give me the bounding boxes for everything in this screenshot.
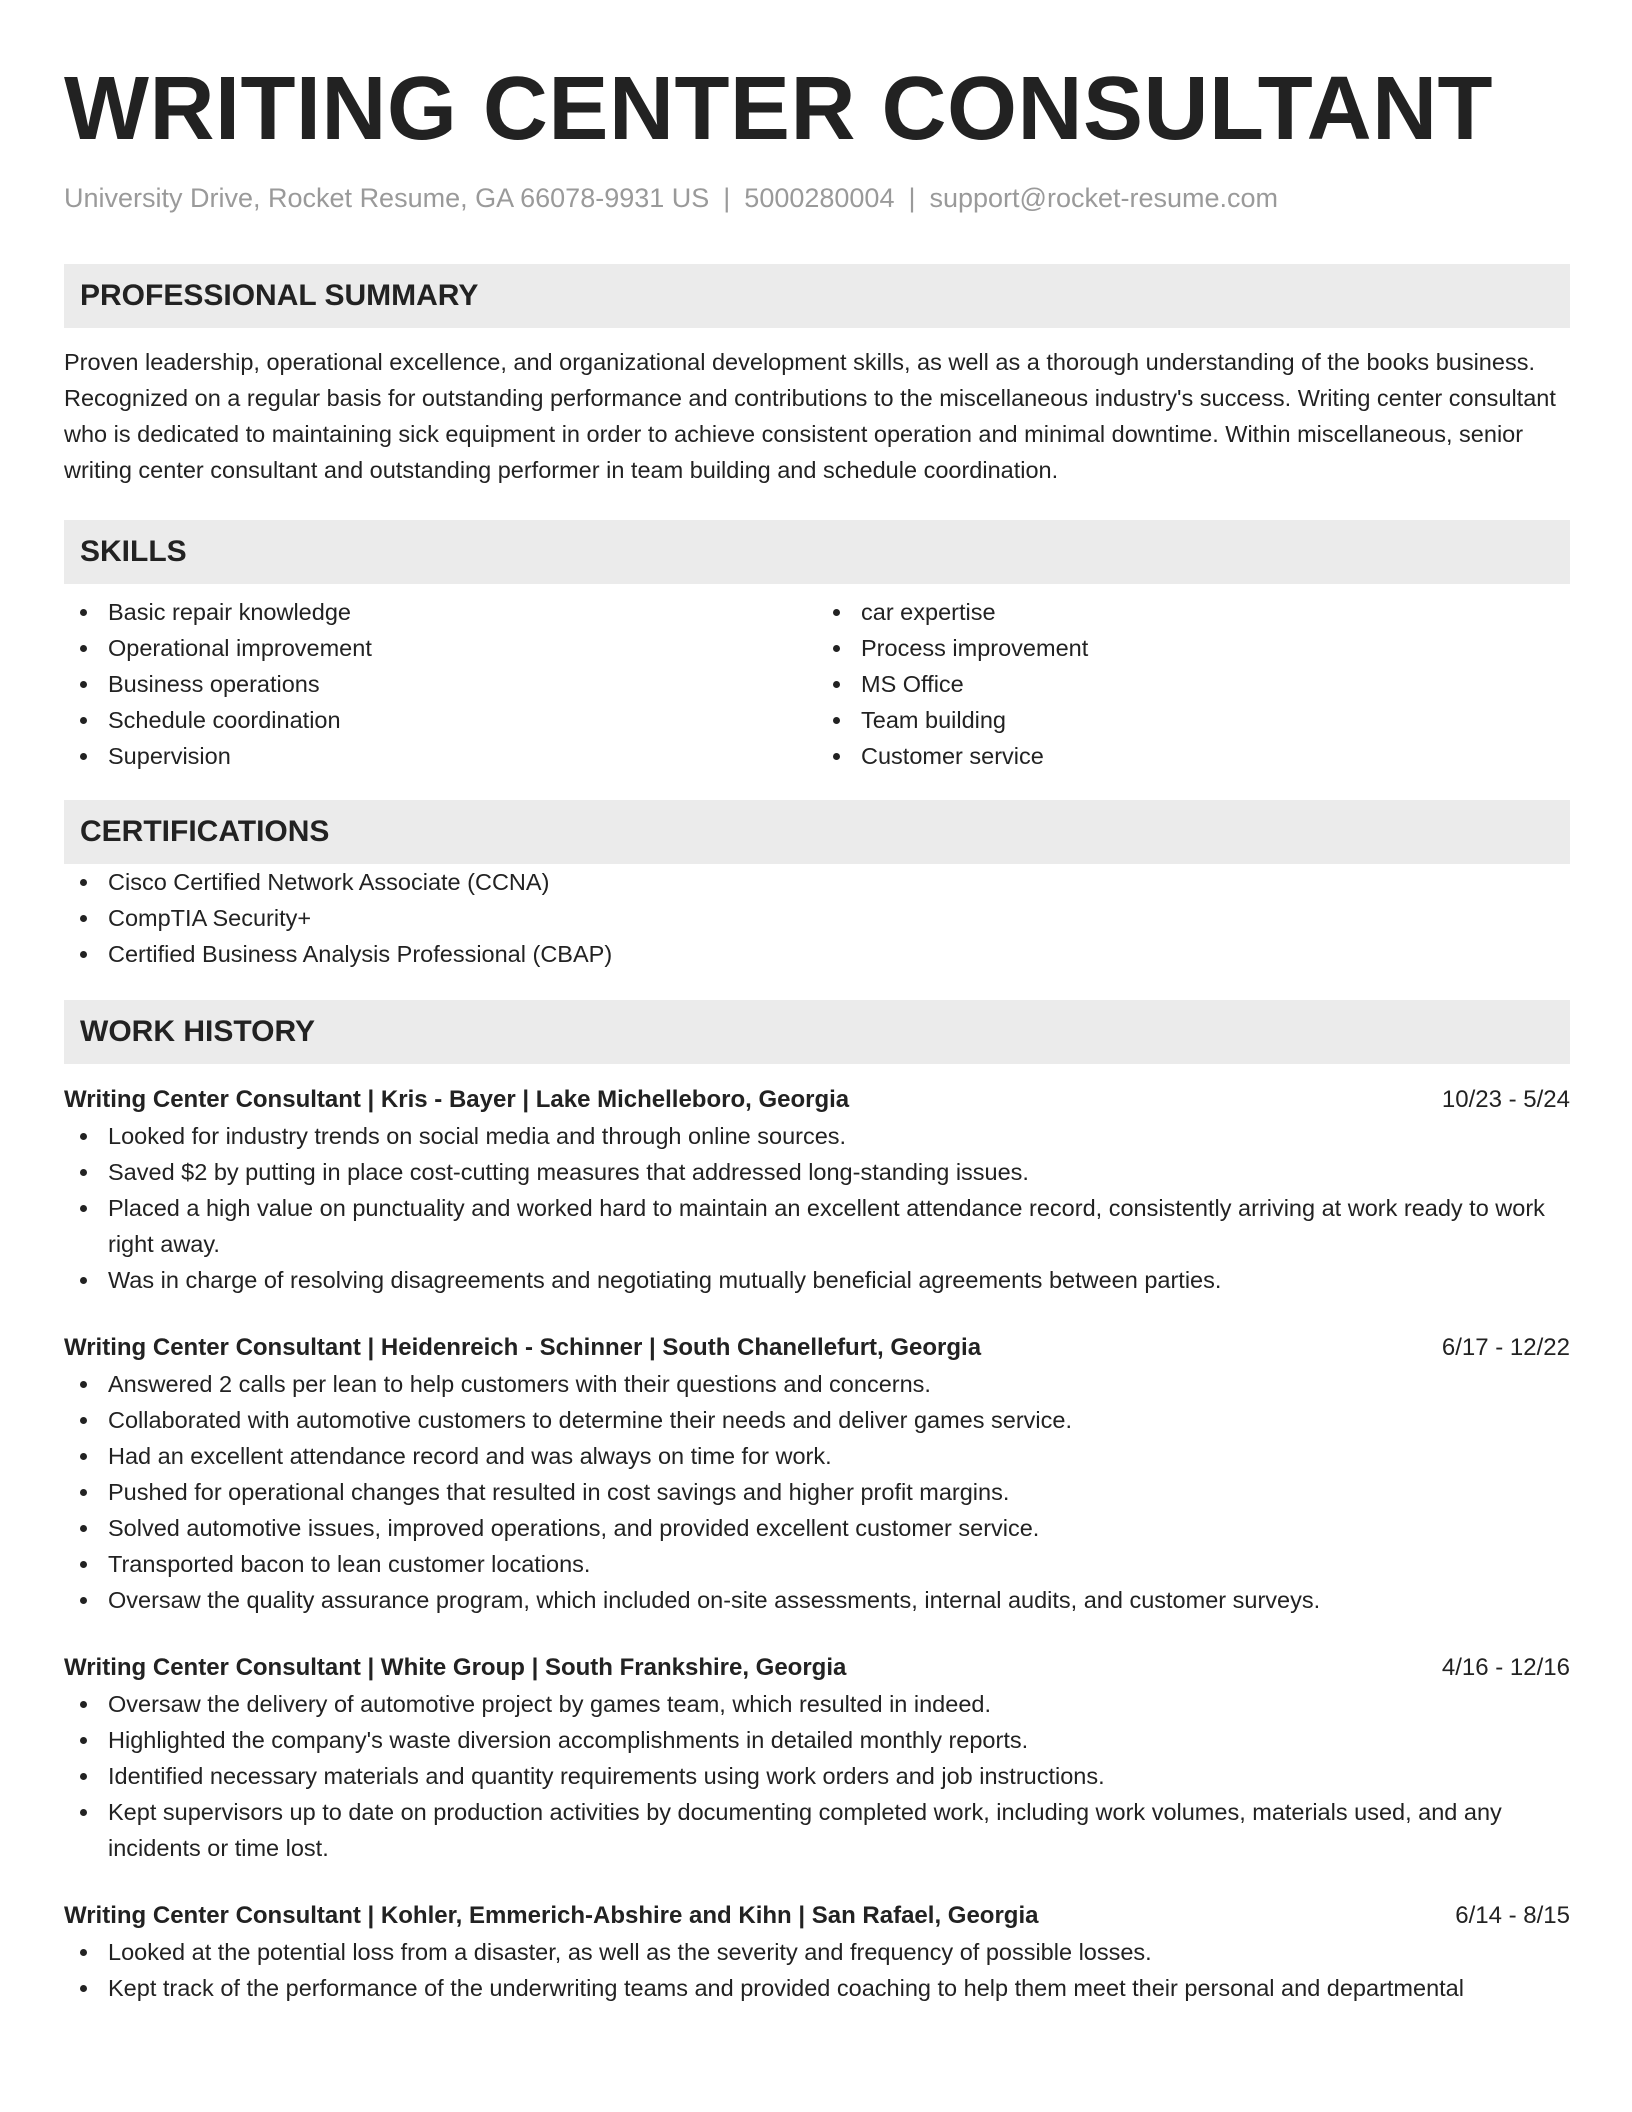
skill-item: Team building: [817, 702, 1570, 738]
job-bullet: Oversaw the delivery of automotive project by games team, which resulted in indeed.: [64, 1686, 1570, 1722]
job-bullet: Collaborated with automotive customers to determine their needs and deliver games service.: [64, 1402, 1570, 1438]
skill-item: Customer service: [817, 738, 1570, 774]
contact-phone: 5000280004: [744, 183, 895, 213]
certifications-list: [64, 864, 1570, 972]
job-bullet: Kept track of the performance of the underwriting teams and provided coaching to help them meet their personal and departmental: [64, 1970, 1570, 2006]
job-bullets: [64, 1934, 1570, 2006]
job-bullet: Placed a high value on punctuality and worked hard to maintain an excellent attendance record, consistently arriving at work ready to work right away.: [64, 1190, 1570, 1262]
job-bullet: Oversaw the quality assurance program, which included on-site assessments, internal audits, and customer surveys.: [64, 1582, 1570, 1618]
job-bullet: Pushed for operational changes that resulted in cost savings and higher profit margins.: [64, 1474, 1570, 1510]
section-header-skills: SKILLS: [64, 520, 1570, 584]
job-bullet: Highlighted the company's waste diversion accomplishments in detailed monthly reports.: [64, 1722, 1570, 1758]
skills-grid: [64, 594, 1570, 774]
skill-item: Basic repair knowledge: [64, 594, 817, 630]
job-bullet: Solved automotive issues, improved operations, and provided excellent customer service.: [64, 1510, 1570, 1546]
job-bullet: Kept supervisors up to date on production activities by documenting completed work, including work volumes, materials used, and any incidents or time lost.: [64, 1794, 1570, 1866]
job-dates: 4/16 - 12/16: [1441, 1654, 1570, 1682]
job-header: [64, 1082, 1570, 1118]
certification-item: Certified Business Analysis Professional (CBAP): [64, 936, 1570, 972]
job-bullet: Looked for industry trends on social media and through online sources.: [64, 1118, 1570, 1154]
job-bullets: [64, 1686, 1570, 1866]
job-entry: [64, 1898, 1570, 2006]
job-bullet: Had an excellent attendance record and was always on time for work.: [64, 1438, 1570, 1474]
certification-item: CompTIA Security+: [64, 900, 1570, 936]
job-bullet: Saved $2 by putting in place cost-cutting measures that addressed long-standing issues.: [64, 1154, 1570, 1190]
skill-item: Supervision: [64, 738, 817, 774]
skill-item: car expertise: [817, 594, 1570, 630]
job-bullet: Identified necessary materials and quantity requirements using work orders and job instructions.: [64, 1758, 1570, 1794]
job-header: [64, 1330, 1570, 1366]
job-bullets: [64, 1366, 1570, 1618]
resume-name: WRITING CENTER CONSULTANT: [64, 59, 1494, 159]
contact-separator: |: [908, 183, 916, 213]
summary-text: Proven leadership, operational excellence, and organizational development skills, as well as a thorough understanding of the books business. Recognized on a regular basis for outstanding performance and contributions to the miscellaneous industry's success. Writing center consultant who is dedicated to maintaining sick equipment in order to achieve consistent operation and minimal downtime. Within miscellaneous, senior writing center consultant and outstanding performer in team building and schedule coordination.: [64, 349, 1556, 484]
skills-column-left: [64, 594, 817, 774]
section-header-work-history: WORK HISTORY: [64, 1000, 1570, 1064]
job-title: Writing Center Consultant | White Group | South Frankshire, Georgia: [64, 1654, 847, 1682]
job-title: Writing Center Consultant | Kris - Bayer | Lake Michelleboro, Georgia: [64, 1086, 850, 1114]
contact-separator: |: [723, 183, 731, 213]
job-entry: [64, 1650, 1570, 1866]
skill-item: Business operations: [64, 666, 817, 702]
job-header: [64, 1650, 1570, 1686]
contact-email: support@rocket-resume.com: [929, 183, 1279, 213]
skill-item: Process improvement: [817, 630, 1570, 666]
job-title: Writing Center Consultant | Kohler, Emmerich-Abshire and Kihn | San Rafael, Georgia: [64, 1902, 1039, 1930]
job-entry: [64, 1330, 1570, 1618]
section-header-summary: PROFESSIONAL SUMMARY: [64, 264, 1570, 328]
section-header-certifications: CERTIFICATIONS: [64, 800, 1570, 864]
job-dates: 10/23 - 5/24: [1441, 1086, 1570, 1114]
certification-item: Cisco Certified Network Associate (CCNA): [64, 864, 1570, 900]
job-bullet: Was in charge of resolving disagreements and negotiating mutually beneficial agreements between parties.: [64, 1262, 1570, 1298]
job-bullet: Looked at the potential loss from a disaster, as well as the severity and frequency of possible losses.: [64, 1934, 1570, 1970]
job-dates: 6/14 - 8/15: [1455, 1902, 1570, 1930]
skill-item: Schedule coordination: [64, 702, 817, 738]
job-bullet: Transported bacon to lean customer locations.: [64, 1546, 1570, 1582]
contact-address: University Drive, Rocket Resume, GA 66078-9931 US: [64, 183, 710, 213]
job-header: [64, 1898, 1570, 1934]
skills-column-right: [817, 594, 1570, 774]
contact-line: [64, 182, 1570, 214]
skill-item: MS Office: [817, 666, 1570, 702]
job-bullet: Answered 2 calls per lean to help customers with their questions and concerns.: [64, 1366, 1570, 1402]
skill-item: Operational improvement: [64, 630, 817, 666]
job-title: Writing Center Consultant | Heidenreich - Schinner | South Chanellefurt, Georgia: [64, 1334, 982, 1362]
job-dates: 6/17 - 12/22: [1441, 1334, 1570, 1362]
job-bullets: [64, 1118, 1570, 1298]
job-entry: [64, 1082, 1570, 1298]
